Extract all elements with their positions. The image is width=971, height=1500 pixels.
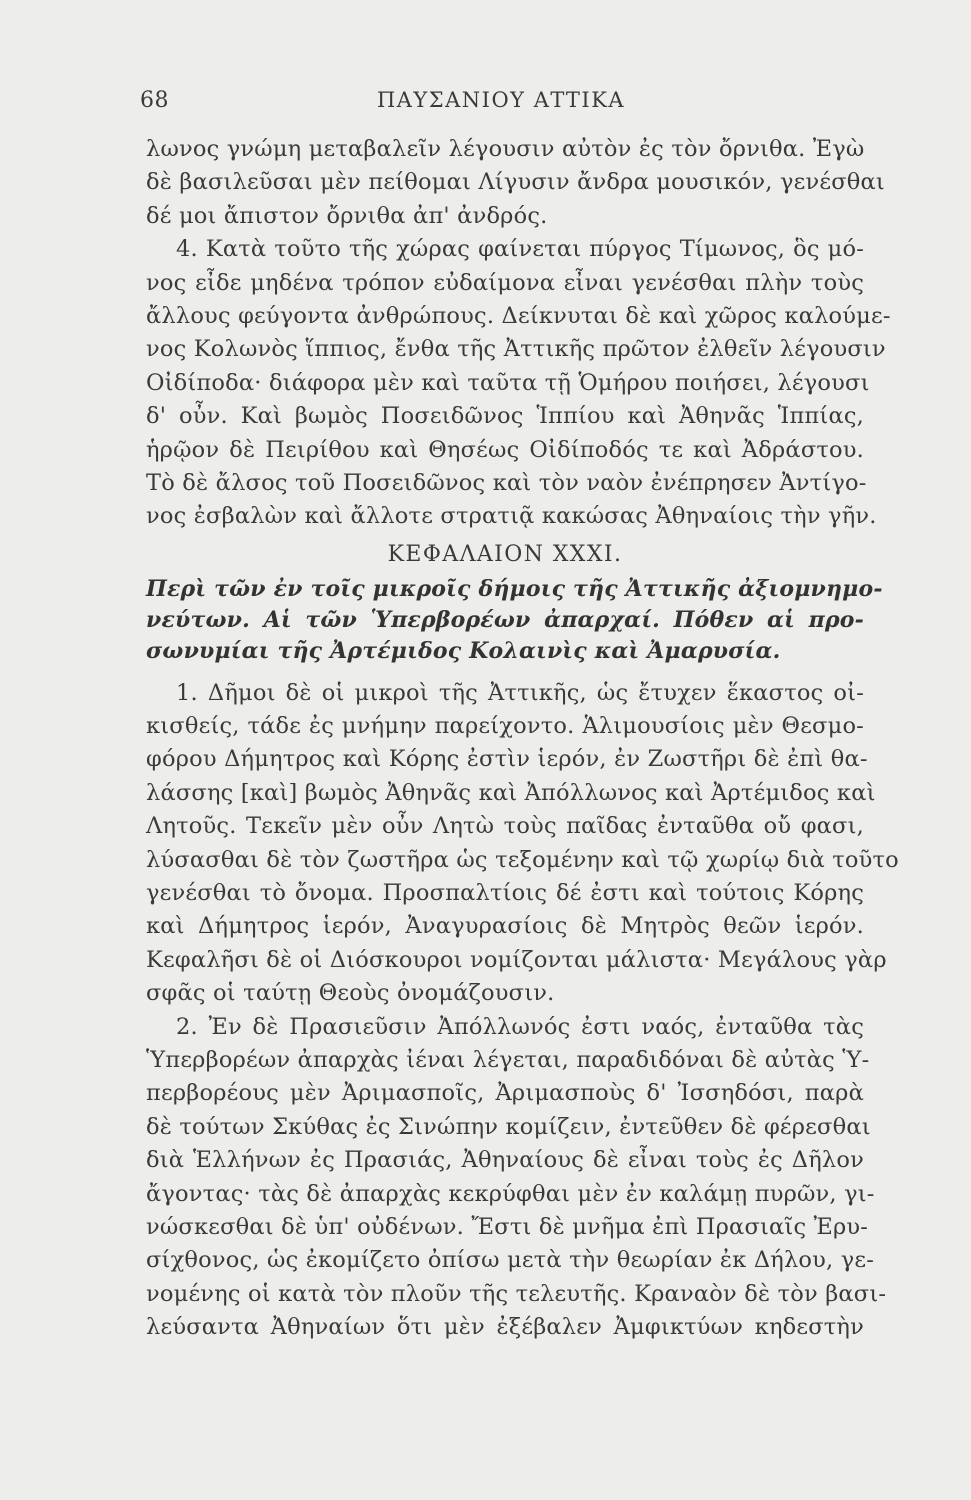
text-line: νος ἐσβαλὼν καὶ ἄλλοτε στρατιᾷ κακώσας Ἀθηναίοις τὴν γῆν. bbox=[146, 503, 877, 530]
text-line: δὲ βασιλεῦσαι μὲν πείθομαι Λίγυσιν ἄνδρα μουσικόν, γενέσθαι bbox=[146, 169, 885, 196]
text-line: λεύσαντα Ἀθηναίων ὅτι μὲν ἐξέβαλεν Ἀμφικτύων κηδεστὴν bbox=[146, 1314, 864, 1341]
paragraph-continuation bbox=[146, 133, 885, 233]
text-line: Ὑπερβορέων ἀπαρχὰς ἰέναι λέγεται, παραδιδόναι δὲ αὐτὰς Ὑ- bbox=[146, 1046, 870, 1073]
text-line: λύσασθαι δὲ τὸν ζωστῆρα ὡς τεξομένην καὶ τῷ χωρίῳ διὰ τοῦτο bbox=[146, 846, 899, 873]
chapter-heading: ΚΕΦΑΛΑΙΟΝ XXXI. bbox=[387, 541, 623, 567]
text-line: λωνος γνώμη μεταβαλεῖν λέγουσιν αὐτὸν ἐς τὸν ὄρνιθα. Ἐγὼ bbox=[146, 136, 865, 162]
text-line: νος Κολωνὸς ἵππιος, ἔνθα τῆς Ἀττικῆς πρῶτον ἐλθεῖν λέγουσιν bbox=[146, 336, 886, 363]
text-line: 4. Κατὰ τοῦτο τῆς χώρας φαίνεται πύργος Τίμωνος, ὃς μό- bbox=[176, 236, 864, 263]
text-line: νώσκεσθαι δὲ ὑπ' οὐδένων. Ἔστι δὲ μνῆμα ἐπὶ Πρασιαῖς Ἐρυ- bbox=[146, 1213, 869, 1240]
text-line: ἄγοντας· τὰς δὲ ἀπαρχὰς κεκρύφθαι μὲν ἐν καλάμῃ πυρῶν, γι- bbox=[146, 1180, 875, 1207]
text-line: δέ μοι ἄπιστον ὄρνιθα ἀπ' ἀνδρός. bbox=[146, 202, 548, 229]
text-line: ἄλλους φεύγοντα ἀνθρώπους. Δείκνυται δὲ καὶ χῶρος καλούμε- bbox=[146, 302, 891, 329]
text-line: λάσσης [καὶ] βωμὸς Ἀθηνᾶς καὶ Ἀπόλλωνος καὶ Ἀρτέμιδος καὶ bbox=[146, 779, 876, 806]
text-line: φόρου Δήμητρος καὶ Κόρης ἐστὶν ἱερόν, ἐν Ζωστῆρι δὲ ἐπὶ θα- bbox=[146, 746, 868, 773]
summary-line: Περὶ τῶν ἐν τοῖς μικροῖς δήμοις τῆς Ἀττικῆς ἀξιομνημο- bbox=[146, 575, 883, 602]
running-title: ΠΑΥΣΑΝΙΟΥ ΑΤΤΙΚΑ bbox=[376, 88, 626, 112]
text-line: Τὸ δὲ ἄλσος τοῦ Ποσειδῶνος καὶ τὸν ναὸν ἐνέπρησεν Ἀντίγο- bbox=[146, 469, 867, 496]
text-line: δ' οὖν. Καὶ βωμὸς Ποσειδῶνος Ἱππίου καὶ Ἀθηνᾶς Ἱππίας, bbox=[146, 403, 864, 430]
text-line: κισθείς, τάδε ἐς μνήμην παρείχοντο. Ἁλιμουσίοις μὲν Θεσμο- bbox=[146, 713, 864, 740]
text-line: Οἰδίποδα· διάφορα μὲν καὶ ταῦτα τῇ Ὁμήρου ποιήσει, λέγουσι bbox=[146, 369, 870, 396]
text-line: γενέσθαι τὸ ὄνομα. Προσπαλτίοις δέ ἐστι καὶ τούτοις Κόρης bbox=[146, 880, 864, 907]
paragraph-1 bbox=[146, 677, 899, 1011]
text-line: Λητοῦς. Τεκεῖν μὲν οὖν Λητὼ τοὺς παῖδας ἐνταῦθα οὔ φασι, bbox=[146, 813, 864, 840]
page-number: 68 bbox=[140, 88, 169, 113]
paragraph-2 bbox=[146, 1011, 887, 1345]
text-line: περβορέους μὲν Ἀριμασποῖς, Ἀριμασποὺς δ' Ἰσσηδόσι, παρὰ bbox=[146, 1080, 864, 1107]
text-line: ἡρῷον δὲ Πειρίθου καὶ Θησέως Οἰδίποδός τε καὶ Ἀδράστου. bbox=[146, 436, 864, 463]
main-text bbox=[146, 133, 899, 1345]
running-head bbox=[140, 88, 862, 118]
text-line: σφᾶς οἱ ταύτῃ Θεοὺς ὀνομάζουσιν. bbox=[146, 980, 555, 1007]
text-line: 2. Ἐν δὲ Πρασιεῦσιν Ἀπόλλωνός ἐστι ναός, ἐνταῦθα τὰς bbox=[176, 1013, 864, 1040]
text-line: 1. Δῆμοι δὲ οἱ μικροὶ τῆς Ἀττικῆς, ὡς ἔτυχεν ἕκαστος οἰ- bbox=[176, 679, 864, 706]
summary-line: νεύτων. Αἱ τῶν Ὑπερβορέων ἀπαρχαί. Πόθεν αἱ προ- bbox=[146, 606, 864, 633]
text-line: Κεφαλῆσι δὲ οἱ Διόσκουροι νομίζονται μάλιστα· Μεγάλους γὰρ bbox=[146, 946, 887, 973]
text-line: σίχθονος, ὡς ἐκομίζετο ὀπίσω μετὰ τὴν θεωρίαν ἐκ Δήλου, γε- bbox=[146, 1247, 875, 1274]
text-line: δὲ τούτων Σκύθας ἐς Σινώπην κομίζειν, ἐντεῦθεν δὲ φέρεσθαι bbox=[146, 1113, 871, 1140]
text-line: νομένης οἱ κατὰ τὸν πλοῦν τῆς τελευτῆς. Κραναὸν δὲ τὸν βασι- bbox=[146, 1280, 887, 1307]
paragraph-4 bbox=[146, 233, 891, 534]
text-line: νος εἶδε μηδένα τρόπον εὐδαίμονα εἶναι γενέσθαι πλὴν τοὺς bbox=[146, 269, 864, 296]
text-line: καὶ Δήμητρος ἱερόν, Ἀναγυρασίοις δὲ Μητρὸς θεῶν ἱερόν. bbox=[146, 913, 864, 940]
chapter-summary bbox=[146, 574, 883, 667]
summary-line: σωνυμίαι τῆς Ἀρτέμιδος Κολαινὶς καὶ Ἀμαρυσία. bbox=[146, 637, 781, 664]
text-line: διὰ Ἑλλήνων ἐς Πρασιάς, Ἀθηναίους δὲ εἶναι τοὺς ἐς Δῆλον bbox=[146, 1147, 864, 1174]
